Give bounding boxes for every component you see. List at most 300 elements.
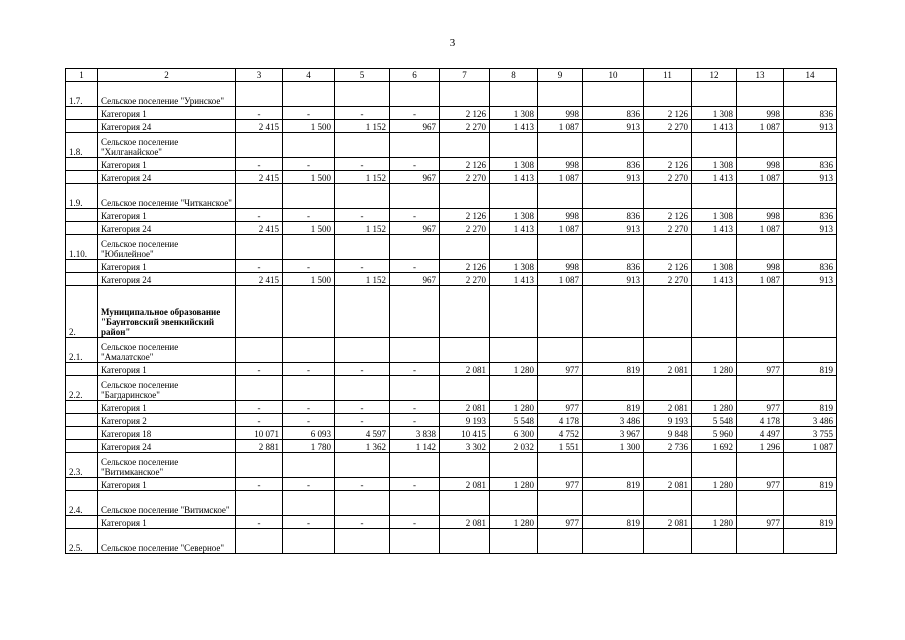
- category-label: Категория 1: [98, 478, 236, 491]
- empty-cell: [236, 491, 283, 516]
- settlement-name: Сельское поселение "Уринское": [98, 82, 236, 107]
- value-cell: 2 270: [644, 120, 692, 133]
- empty-cell: [490, 133, 538, 158]
- empty-cell: [283, 286, 335, 338]
- value-cell: 1 413: [692, 120, 737, 133]
- section-row: [66, 82, 837, 107]
- value-cell: 1 500: [283, 273, 335, 286]
- value-cell: 2 081: [644, 516, 692, 529]
- value-cell: 2 415: [236, 222, 283, 235]
- value-cell: 998: [538, 260, 583, 273]
- district-row: [66, 286, 837, 338]
- value-cell: 1 500: [283, 171, 335, 184]
- empty-cell: [236, 235, 283, 260]
- empty-cell: [283, 529, 335, 554]
- category-label: Категория 24: [98, 440, 236, 453]
- empty-cell: [283, 133, 335, 158]
- empty-cell: [644, 286, 692, 338]
- value-cell: 1 692: [692, 440, 737, 453]
- value-cell: 819: [784, 363, 837, 376]
- header-cell: 9: [538, 69, 583, 82]
- empty-cell: [236, 82, 283, 107]
- value-cell: 836: [784, 209, 837, 222]
- value-cell: -: [390, 401, 440, 414]
- value-cell: 1 413: [490, 273, 538, 286]
- empty-cell: [283, 376, 335, 401]
- empty-cell: [440, 453, 490, 478]
- value-cell: 5 548: [490, 414, 538, 427]
- empty-cell: [440, 376, 490, 401]
- empty-cell: [644, 133, 692, 158]
- settlement-name: Сельское поселение "Амалатское": [98, 338, 236, 363]
- value-cell: 2 081: [440, 363, 490, 376]
- value-cell: 977: [737, 401, 784, 414]
- section-row: [66, 235, 837, 260]
- table-row: [66, 440, 837, 453]
- empty-cell: [538, 376, 583, 401]
- value-cell: 1 087: [538, 120, 583, 133]
- value-cell: 2 270: [440, 171, 490, 184]
- header-cell: 2: [98, 69, 236, 82]
- value-cell: 998: [737, 209, 784, 222]
- value-cell: 1 413: [692, 273, 737, 286]
- row-number: [66, 260, 98, 273]
- value-cell: -: [335, 478, 390, 491]
- value-cell: 10 415: [440, 427, 490, 440]
- empty-cell: [644, 82, 692, 107]
- row-number: [66, 363, 98, 376]
- value-cell: 998: [538, 158, 583, 171]
- value-cell: -: [283, 158, 335, 171]
- header-cell: 3: [236, 69, 283, 82]
- value-cell: 913: [784, 222, 837, 235]
- empty-cell: [440, 491, 490, 516]
- empty-cell: [390, 82, 440, 107]
- empty-cell: [692, 376, 737, 401]
- value-cell: 3 486: [583, 414, 644, 427]
- value-cell: -: [390, 363, 440, 376]
- value-cell: -: [335, 158, 390, 171]
- empty-cell: [583, 133, 644, 158]
- table-row: [66, 260, 837, 273]
- value-cell: 913: [784, 120, 837, 133]
- value-cell: 1 087: [737, 120, 784, 133]
- value-cell: -: [335, 401, 390, 414]
- value-cell: 5 548: [692, 414, 737, 427]
- row-number: 2.2.: [66, 376, 98, 401]
- value-cell: 2 126: [644, 209, 692, 222]
- category-label: Категория 24: [98, 171, 236, 184]
- header-row: [66, 69, 837, 82]
- empty-cell: [390, 529, 440, 554]
- settlement-name: Сельское поселение "Багдаринское": [98, 376, 236, 401]
- empty-cell: [737, 338, 784, 363]
- table-row: [66, 401, 837, 414]
- value-cell: 3 967: [583, 427, 644, 440]
- value-cell: 2 270: [440, 222, 490, 235]
- value-cell: 977: [538, 363, 583, 376]
- value-cell: 4 752: [538, 427, 583, 440]
- value-cell: -: [236, 158, 283, 171]
- section-row: [66, 376, 837, 401]
- value-cell: 836: [784, 158, 837, 171]
- empty-cell: [737, 286, 784, 338]
- settlement-name: Сельское поселение "Северное": [98, 529, 236, 554]
- value-cell: 998: [737, 107, 784, 120]
- value-cell: 2 032: [490, 440, 538, 453]
- empty-cell: [692, 82, 737, 107]
- row-number: [66, 273, 98, 286]
- value-cell: 1 280: [692, 401, 737, 414]
- value-cell: 998: [737, 260, 784, 273]
- value-cell: 1 087: [538, 273, 583, 286]
- value-cell: 2 081: [644, 363, 692, 376]
- value-cell: 836: [583, 158, 644, 171]
- empty-cell: [335, 529, 390, 554]
- empty-cell: [440, 338, 490, 363]
- value-cell: -: [283, 363, 335, 376]
- row-number: [66, 209, 98, 222]
- value-cell: -: [390, 107, 440, 120]
- settlement-name: Сельское поселение "Витимканское": [98, 453, 236, 478]
- empty-cell: [335, 491, 390, 516]
- table-row: [66, 158, 837, 171]
- empty-cell: [440, 82, 490, 107]
- empty-cell: [737, 133, 784, 158]
- empty-cell: [335, 133, 390, 158]
- settlement-name: Сельское поселение "Хилганайское": [98, 133, 236, 158]
- value-cell: 9 193: [440, 414, 490, 427]
- empty-cell: [784, 376, 837, 401]
- empty-cell: [538, 338, 583, 363]
- empty-cell: [390, 133, 440, 158]
- value-cell: 1 087: [784, 440, 837, 453]
- value-cell: 819: [784, 478, 837, 491]
- empty-cell: [335, 376, 390, 401]
- value-cell: 1 087: [737, 171, 784, 184]
- value-cell: 1 152: [335, 273, 390, 286]
- value-cell: 913: [784, 273, 837, 286]
- table-row: [66, 478, 837, 491]
- value-cell: 1 142: [390, 440, 440, 453]
- section-row: [66, 491, 837, 516]
- value-cell: 836: [784, 107, 837, 120]
- value-cell: -: [390, 414, 440, 427]
- empty-cell: [538, 491, 583, 516]
- value-cell: 998: [538, 209, 583, 222]
- row-number: 2.: [66, 286, 98, 338]
- value-cell: 819: [784, 401, 837, 414]
- empty-cell: [490, 235, 538, 260]
- row-number: [66, 516, 98, 529]
- value-cell: 1 413: [490, 171, 538, 184]
- value-cell: -: [335, 107, 390, 120]
- value-cell: 1 152: [335, 222, 390, 235]
- category-label: Категория 1: [98, 363, 236, 376]
- header-cell: 11: [644, 69, 692, 82]
- value-cell: -: [335, 516, 390, 529]
- empty-cell: [490, 338, 538, 363]
- header-cell: 5: [335, 69, 390, 82]
- value-cell: 2 081: [440, 401, 490, 414]
- value-cell: 913: [583, 171, 644, 184]
- row-number: [66, 401, 98, 414]
- row-number: 1.9.: [66, 184, 98, 209]
- category-label: Категория 1: [98, 401, 236, 414]
- empty-cell: [784, 235, 837, 260]
- empty-cell: [692, 235, 737, 260]
- value-cell: -: [236, 107, 283, 120]
- value-cell: 998: [538, 107, 583, 120]
- value-cell: 4 178: [737, 414, 784, 427]
- empty-cell: [538, 184, 583, 209]
- empty-cell: [236, 376, 283, 401]
- value-cell: -: [335, 260, 390, 273]
- header-cell: 8: [490, 69, 538, 82]
- value-cell: 977: [538, 478, 583, 491]
- value-cell: 913: [583, 222, 644, 235]
- table-row: [66, 120, 837, 133]
- header-cell: 7: [440, 69, 490, 82]
- value-cell: 836: [583, 260, 644, 273]
- value-cell: 2 270: [440, 120, 490, 133]
- value-cell: 2 270: [440, 273, 490, 286]
- empty-cell: [644, 491, 692, 516]
- empty-cell: [784, 453, 837, 478]
- category-label: Категория 24: [98, 222, 236, 235]
- empty-cell: [236, 286, 283, 338]
- empty-cell: [692, 286, 737, 338]
- value-cell: 913: [784, 171, 837, 184]
- empty-cell: [583, 82, 644, 107]
- value-cell: -: [335, 414, 390, 427]
- row-number: 1.10.: [66, 235, 98, 260]
- empty-cell: [737, 491, 784, 516]
- table-row: [66, 414, 837, 427]
- empty-cell: [583, 235, 644, 260]
- value-cell: 1 308: [490, 158, 538, 171]
- empty-cell: [737, 376, 784, 401]
- category-label: Категория 24: [98, 120, 236, 133]
- empty-cell: [583, 491, 644, 516]
- value-cell: 1 308: [490, 260, 538, 273]
- empty-cell: [692, 338, 737, 363]
- empty-cell: [784, 82, 837, 107]
- category-label: Категория 18: [98, 427, 236, 440]
- value-cell: -: [283, 260, 335, 273]
- empty-cell: [283, 82, 335, 107]
- value-cell: -: [236, 414, 283, 427]
- empty-cell: [236, 529, 283, 554]
- category-label: Категория 2: [98, 414, 236, 427]
- empty-cell: [335, 453, 390, 478]
- header-cell: 14: [784, 69, 837, 82]
- category-label: Категория 1: [98, 209, 236, 222]
- value-cell: 1 413: [692, 222, 737, 235]
- empty-cell: [390, 491, 440, 516]
- empty-cell: [538, 529, 583, 554]
- category-label: Категория 1: [98, 516, 236, 529]
- row-number: 2.5.: [66, 529, 98, 554]
- row-number: [66, 171, 98, 184]
- header-cell: 1: [66, 69, 98, 82]
- empty-cell: [490, 453, 538, 478]
- value-cell: 1 500: [283, 222, 335, 235]
- empty-cell: [390, 184, 440, 209]
- value-cell: 1 280: [490, 516, 538, 529]
- row-number: 1.7.: [66, 82, 98, 107]
- value-cell: 977: [737, 478, 784, 491]
- header-cell: 13: [737, 69, 784, 82]
- row-number: [66, 440, 98, 453]
- value-cell: -: [236, 363, 283, 376]
- tariff-table: [65, 68, 837, 554]
- empty-cell: [490, 286, 538, 338]
- value-cell: 4 497: [737, 427, 784, 440]
- value-cell: 9 193: [644, 414, 692, 427]
- empty-cell: [644, 338, 692, 363]
- value-cell: -: [283, 478, 335, 491]
- value-cell: 1 280: [490, 363, 538, 376]
- header-cell: 6: [390, 69, 440, 82]
- value-cell: 967: [390, 222, 440, 235]
- table-row: [66, 222, 837, 235]
- value-cell: 2 081: [644, 478, 692, 491]
- value-cell: 1 280: [692, 478, 737, 491]
- empty-cell: [390, 286, 440, 338]
- value-cell: -: [390, 209, 440, 222]
- empty-cell: [583, 338, 644, 363]
- empty-cell: [236, 133, 283, 158]
- value-cell: 998: [737, 158, 784, 171]
- value-cell: 1 087: [538, 222, 583, 235]
- value-cell: 1 308: [692, 209, 737, 222]
- empty-cell: [490, 491, 538, 516]
- value-cell: 3 486: [784, 414, 837, 427]
- header-cell: 12: [692, 69, 737, 82]
- value-cell: 10 071: [236, 427, 283, 440]
- empty-cell: [440, 184, 490, 209]
- value-cell: 1 308: [490, 107, 538, 120]
- empty-cell: [440, 133, 490, 158]
- table-row: [66, 209, 837, 222]
- header-cell: 10: [583, 69, 644, 82]
- empty-cell: [335, 338, 390, 363]
- value-cell: 1 413: [490, 222, 538, 235]
- empty-cell: [692, 133, 737, 158]
- value-cell: 977: [538, 401, 583, 414]
- row-number: [66, 158, 98, 171]
- value-cell: -: [390, 158, 440, 171]
- value-cell: 2 081: [440, 516, 490, 529]
- value-cell: 836: [583, 107, 644, 120]
- value-cell: 967: [390, 120, 440, 133]
- value-cell: 3 302: [440, 440, 490, 453]
- empty-cell: [390, 453, 440, 478]
- value-cell: -: [236, 260, 283, 273]
- empty-cell: [335, 82, 390, 107]
- row-number: 1.8.: [66, 133, 98, 158]
- empty-cell: [236, 453, 283, 478]
- empty-cell: [644, 453, 692, 478]
- value-cell: 836: [784, 260, 837, 273]
- empty-cell: [692, 453, 737, 478]
- empty-cell: [583, 376, 644, 401]
- value-cell: 819: [784, 516, 837, 529]
- value-cell: -: [335, 209, 390, 222]
- empty-cell: [390, 235, 440, 260]
- empty-cell: [737, 82, 784, 107]
- value-cell: 1 280: [490, 478, 538, 491]
- value-cell: 2 126: [440, 260, 490, 273]
- empty-cell: [283, 491, 335, 516]
- value-cell: 4 597: [335, 427, 390, 440]
- table-row: [66, 363, 837, 376]
- value-cell: 1 413: [692, 171, 737, 184]
- value-cell: 2 081: [440, 478, 490, 491]
- value-cell: 819: [583, 478, 644, 491]
- empty-cell: [236, 338, 283, 363]
- value-cell: 977: [737, 363, 784, 376]
- section-row: [66, 453, 837, 478]
- value-cell: -: [390, 478, 440, 491]
- empty-cell: [335, 235, 390, 260]
- row-number: 2.4.: [66, 491, 98, 516]
- empty-cell: [538, 286, 583, 338]
- value-cell: 2 126: [440, 158, 490, 171]
- empty-cell: [583, 286, 644, 338]
- value-cell: 5 960: [692, 427, 737, 440]
- empty-cell: [644, 376, 692, 401]
- empty-cell: [283, 338, 335, 363]
- page-number: 3: [449, 37, 456, 49]
- settlement-name: Сельское поселение "Юбилейное": [98, 235, 236, 260]
- value-cell: 819: [583, 363, 644, 376]
- row-number: [66, 414, 98, 427]
- value-cell: 1 087: [737, 273, 784, 286]
- value-cell: 2 126: [644, 158, 692, 171]
- empty-cell: [490, 529, 538, 554]
- empty-cell: [644, 529, 692, 554]
- value-cell: 1 087: [737, 222, 784, 235]
- empty-cell: [283, 184, 335, 209]
- empty-cell: [583, 453, 644, 478]
- value-cell: 2 270: [644, 273, 692, 286]
- value-cell: -: [335, 363, 390, 376]
- value-cell: 819: [583, 401, 644, 414]
- empty-cell: [538, 82, 583, 107]
- value-cell: 2 736: [644, 440, 692, 453]
- category-label: Категория 1: [98, 260, 236, 273]
- value-cell: 1 362: [335, 440, 390, 453]
- empty-cell: [692, 529, 737, 554]
- empty-cell: [440, 529, 490, 554]
- empty-cell: [538, 133, 583, 158]
- value-cell: -: [236, 401, 283, 414]
- empty-cell: [490, 82, 538, 107]
- value-cell: 2 270: [644, 171, 692, 184]
- table-row: [66, 107, 837, 120]
- empty-cell: [390, 376, 440, 401]
- district-name: Муниципальное образование "Баунтовский эвенкийский район": [98, 286, 236, 338]
- value-cell: 913: [583, 120, 644, 133]
- empty-cell: [737, 529, 784, 554]
- settlement-name: Сельское поселение "Читканское": [98, 184, 236, 209]
- empty-cell: [784, 133, 837, 158]
- empty-cell: [737, 235, 784, 260]
- value-cell: 1 087: [538, 171, 583, 184]
- value-cell: -: [283, 107, 335, 120]
